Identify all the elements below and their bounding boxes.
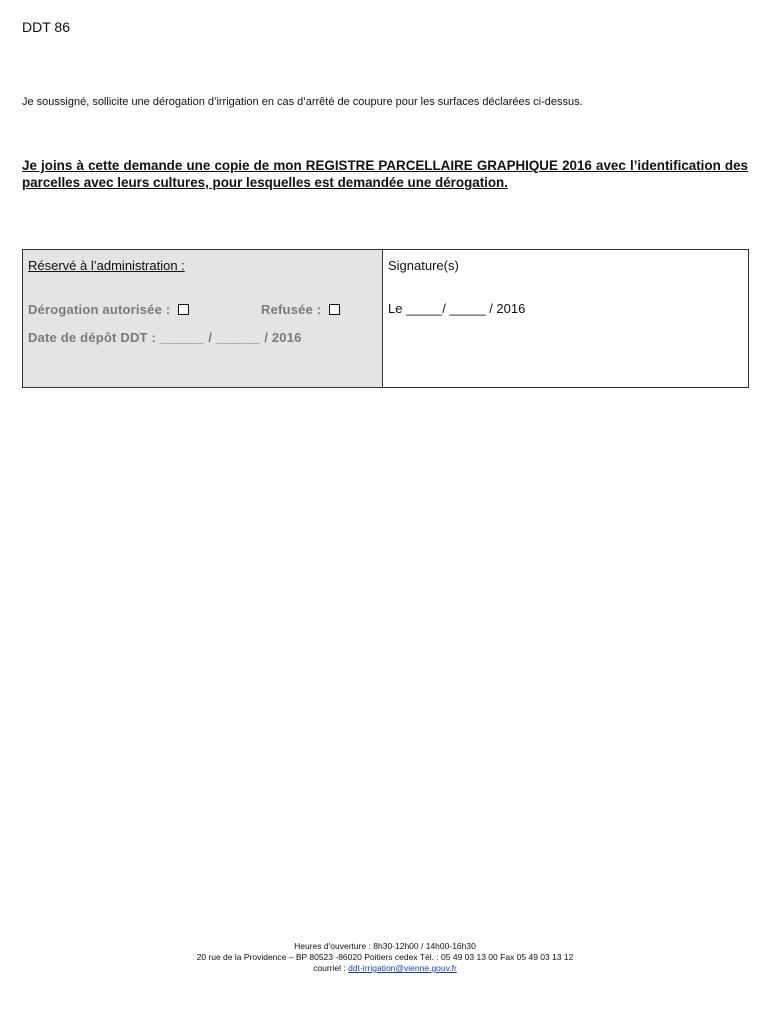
footer-address: 20 rue de la Providence – BP 80523 -86020 Poitiers cedex Tél. : 05 49 03 13 00 Fax 05 49 03 13 12 [196,952,574,962]
signature-heading: Signature(s) [388,258,459,273]
request-statement: Je soussigné, sollicite une dérogation d’irrigation en cas d’arrêté de coupure pour les surfaces déclarées ci-dessus. [22,96,583,108]
refused-checkbox[interactable] [329,304,340,315]
attachment-instruction: Je joins à cette demande une copie de mon REGISTRE PARCELLAIRE GRAPHIQUE 2016 avec l’identification des parcelles avec leurs cultures, pour lesquelles est demandée une dérogation. [22,158,748,190]
deposit-date-line[interactable]: Date de dépôt DDT : ______ / ______ / 2016 [28,330,302,345]
signature-date-line[interactable]: Le _____/ _____ / 2016 [388,301,526,316]
signature-panel [383,250,748,387]
administration-form-box [22,249,749,388]
document-header-label: DDT 86 [22,19,70,35]
refused-label: Refusée : [261,302,322,317]
refused-row [261,302,340,317]
derogation-authorized-label: Dérogation autorisée : [28,302,171,317]
administration-heading: Réservé à l’administration : [28,258,185,273]
footer-opening-hours: Heures d'ouverture : 8h30-12h00 / 14h00-16h30 [294,941,476,951]
derogation-authorized-checkbox[interactable] [178,304,189,315]
footer-email-prefix: courriel : [313,963,349,973]
footer-email-line [0,963,770,974]
derogation-authorized-row [28,302,189,317]
footer [0,941,770,974]
administration-panel [23,250,383,387]
footer-email-link[interactable]: ddt-irrigation@vienne.gouv.fr [348,963,457,973]
